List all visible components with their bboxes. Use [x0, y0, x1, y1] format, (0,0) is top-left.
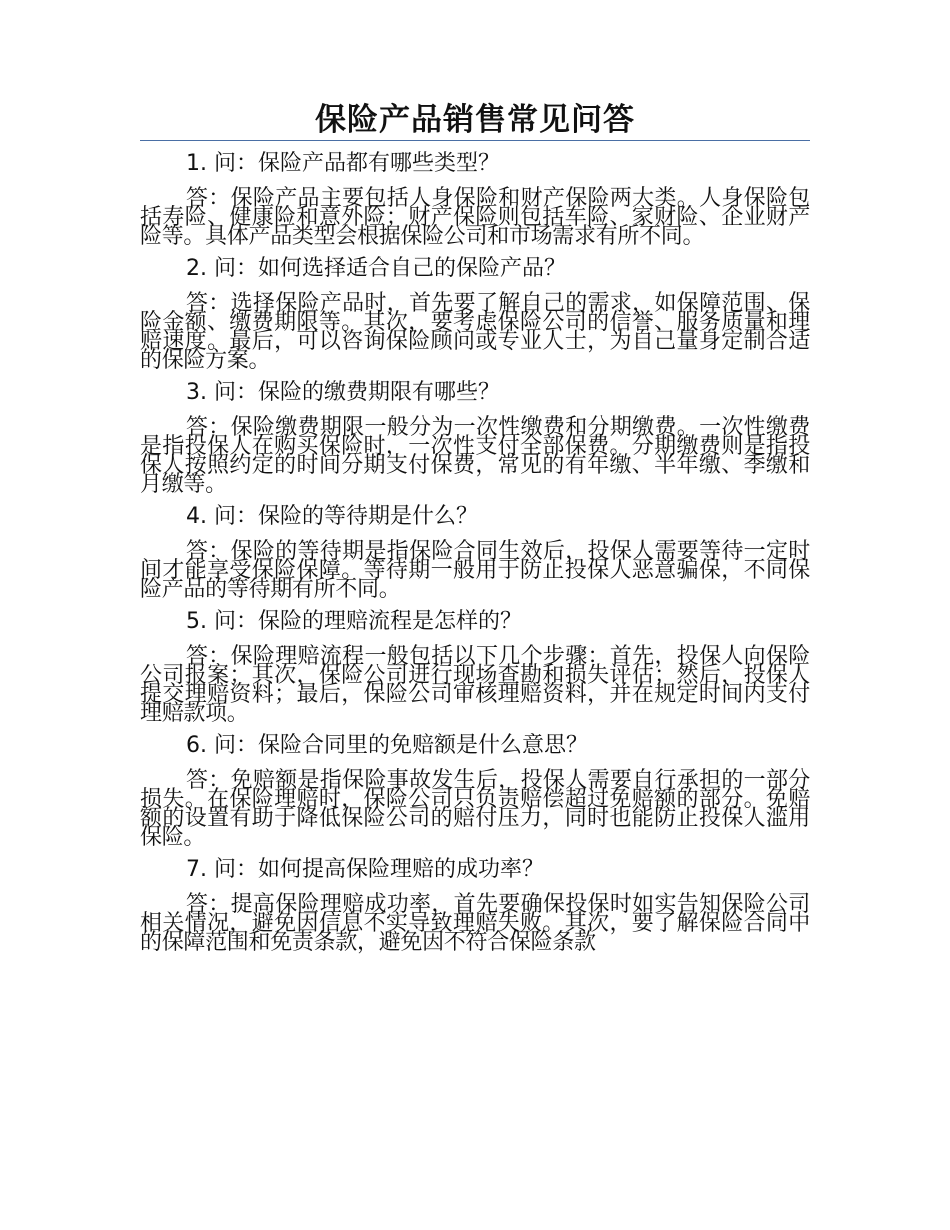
qa-item — [140, 376, 810, 497]
qa-item — [140, 853, 810, 955]
question-text: 7. 问：如何提高保险理赔的成功率？ — [186, 857, 544, 882]
question-text: 2. 问：如何选择适合自己的保险产品？ — [186, 256, 566, 281]
question-text: 1. 问：保险产品都有哪些类型？ — [186, 151, 500, 176]
answer-text: 答：保险缴费期限一般分为一次性缴费和分期缴费。一次性缴费是指投保人在购买保险时，一次性支付全部保费。分期缴费则是指投保人按照约定的时间分期支付保费，常见的有年缴、半年缴、季缴和月缴等。 — [140, 415, 810, 497]
qa-item — [140, 605, 810, 726]
page-title: 保险产品销售常见问答 — [315, 102, 635, 138]
title-underline — [140, 140, 810, 141]
answer-text: 答：选择保险产品时，首先要了解自己的需求，如保障范围、保险金额、缴费期限等。其次，要考虑保险公司的信誉、服务质量和理赔速度。最后，可以咨询保险顾问或专业人士，为自己量身定制合适的保险方案。 — [140, 291, 810, 373]
answer-text: 答：免赔额是指保险事故发生后，投保人需要自行承担的一部分损失。在保险理赔时，保险公司只负责赔偿超过免赔额的部分。免赔额的设置有助于降低保险公司的赔付压力，同时也能防止投保人滥用保险。 — [140, 768, 810, 850]
answer-text: 答：保险产品主要包括人身保险和财产保险两大类。人身保险包括寿险、健康险和意外险；财产保险则包括车险、家财险、企业财产险等。具体产品类型会根据保险公司和市场需求有所不同。 — [140, 186, 810, 249]
question-text: 6. 问：保险合同里的免赔额是什么意思？ — [186, 733, 588, 758]
question-text: 5. 问：保险的理赔流程是怎样的？ — [186, 609, 522, 634]
answer-text: 答：保险理赔流程一般包括以下几个步骤：首先，投保人向保险公司报案；其次，保险公司进行现场查勘和损失评估；然后，投保人提交理赔资料；最后，保险公司审核理赔资料，并在规定时间内支付理赔款项。 — [140, 644, 810, 726]
qa-item — [140, 729, 810, 850]
qa-item — [140, 252, 810, 373]
document-page — [140, 100, 810, 958]
question-text: 4. 问：保险的等待期是什么？ — [186, 504, 478, 529]
qa-item — [140, 147, 810, 249]
qa-item — [140, 500, 810, 602]
answer-text: 答：提高保险理赔成功率，首先要确保投保时如实告知保险公司相关情况，避免因信息不实导致理赔失败。其次，要了解保险合同中的保障范围和免责条款，避免因不符合保险条款 — [140, 892, 810, 955]
answer-text: 答：保险的等待期是指保险合同生效后，投保人需要等待一定时间才能享受保险保障。等待期一般用于防止投保人恶意骗保，不同保险产品的等待期有所不同。 — [140, 539, 810, 602]
question-text: 3. 问：保险的缴费期限有哪些？ — [186, 380, 500, 405]
